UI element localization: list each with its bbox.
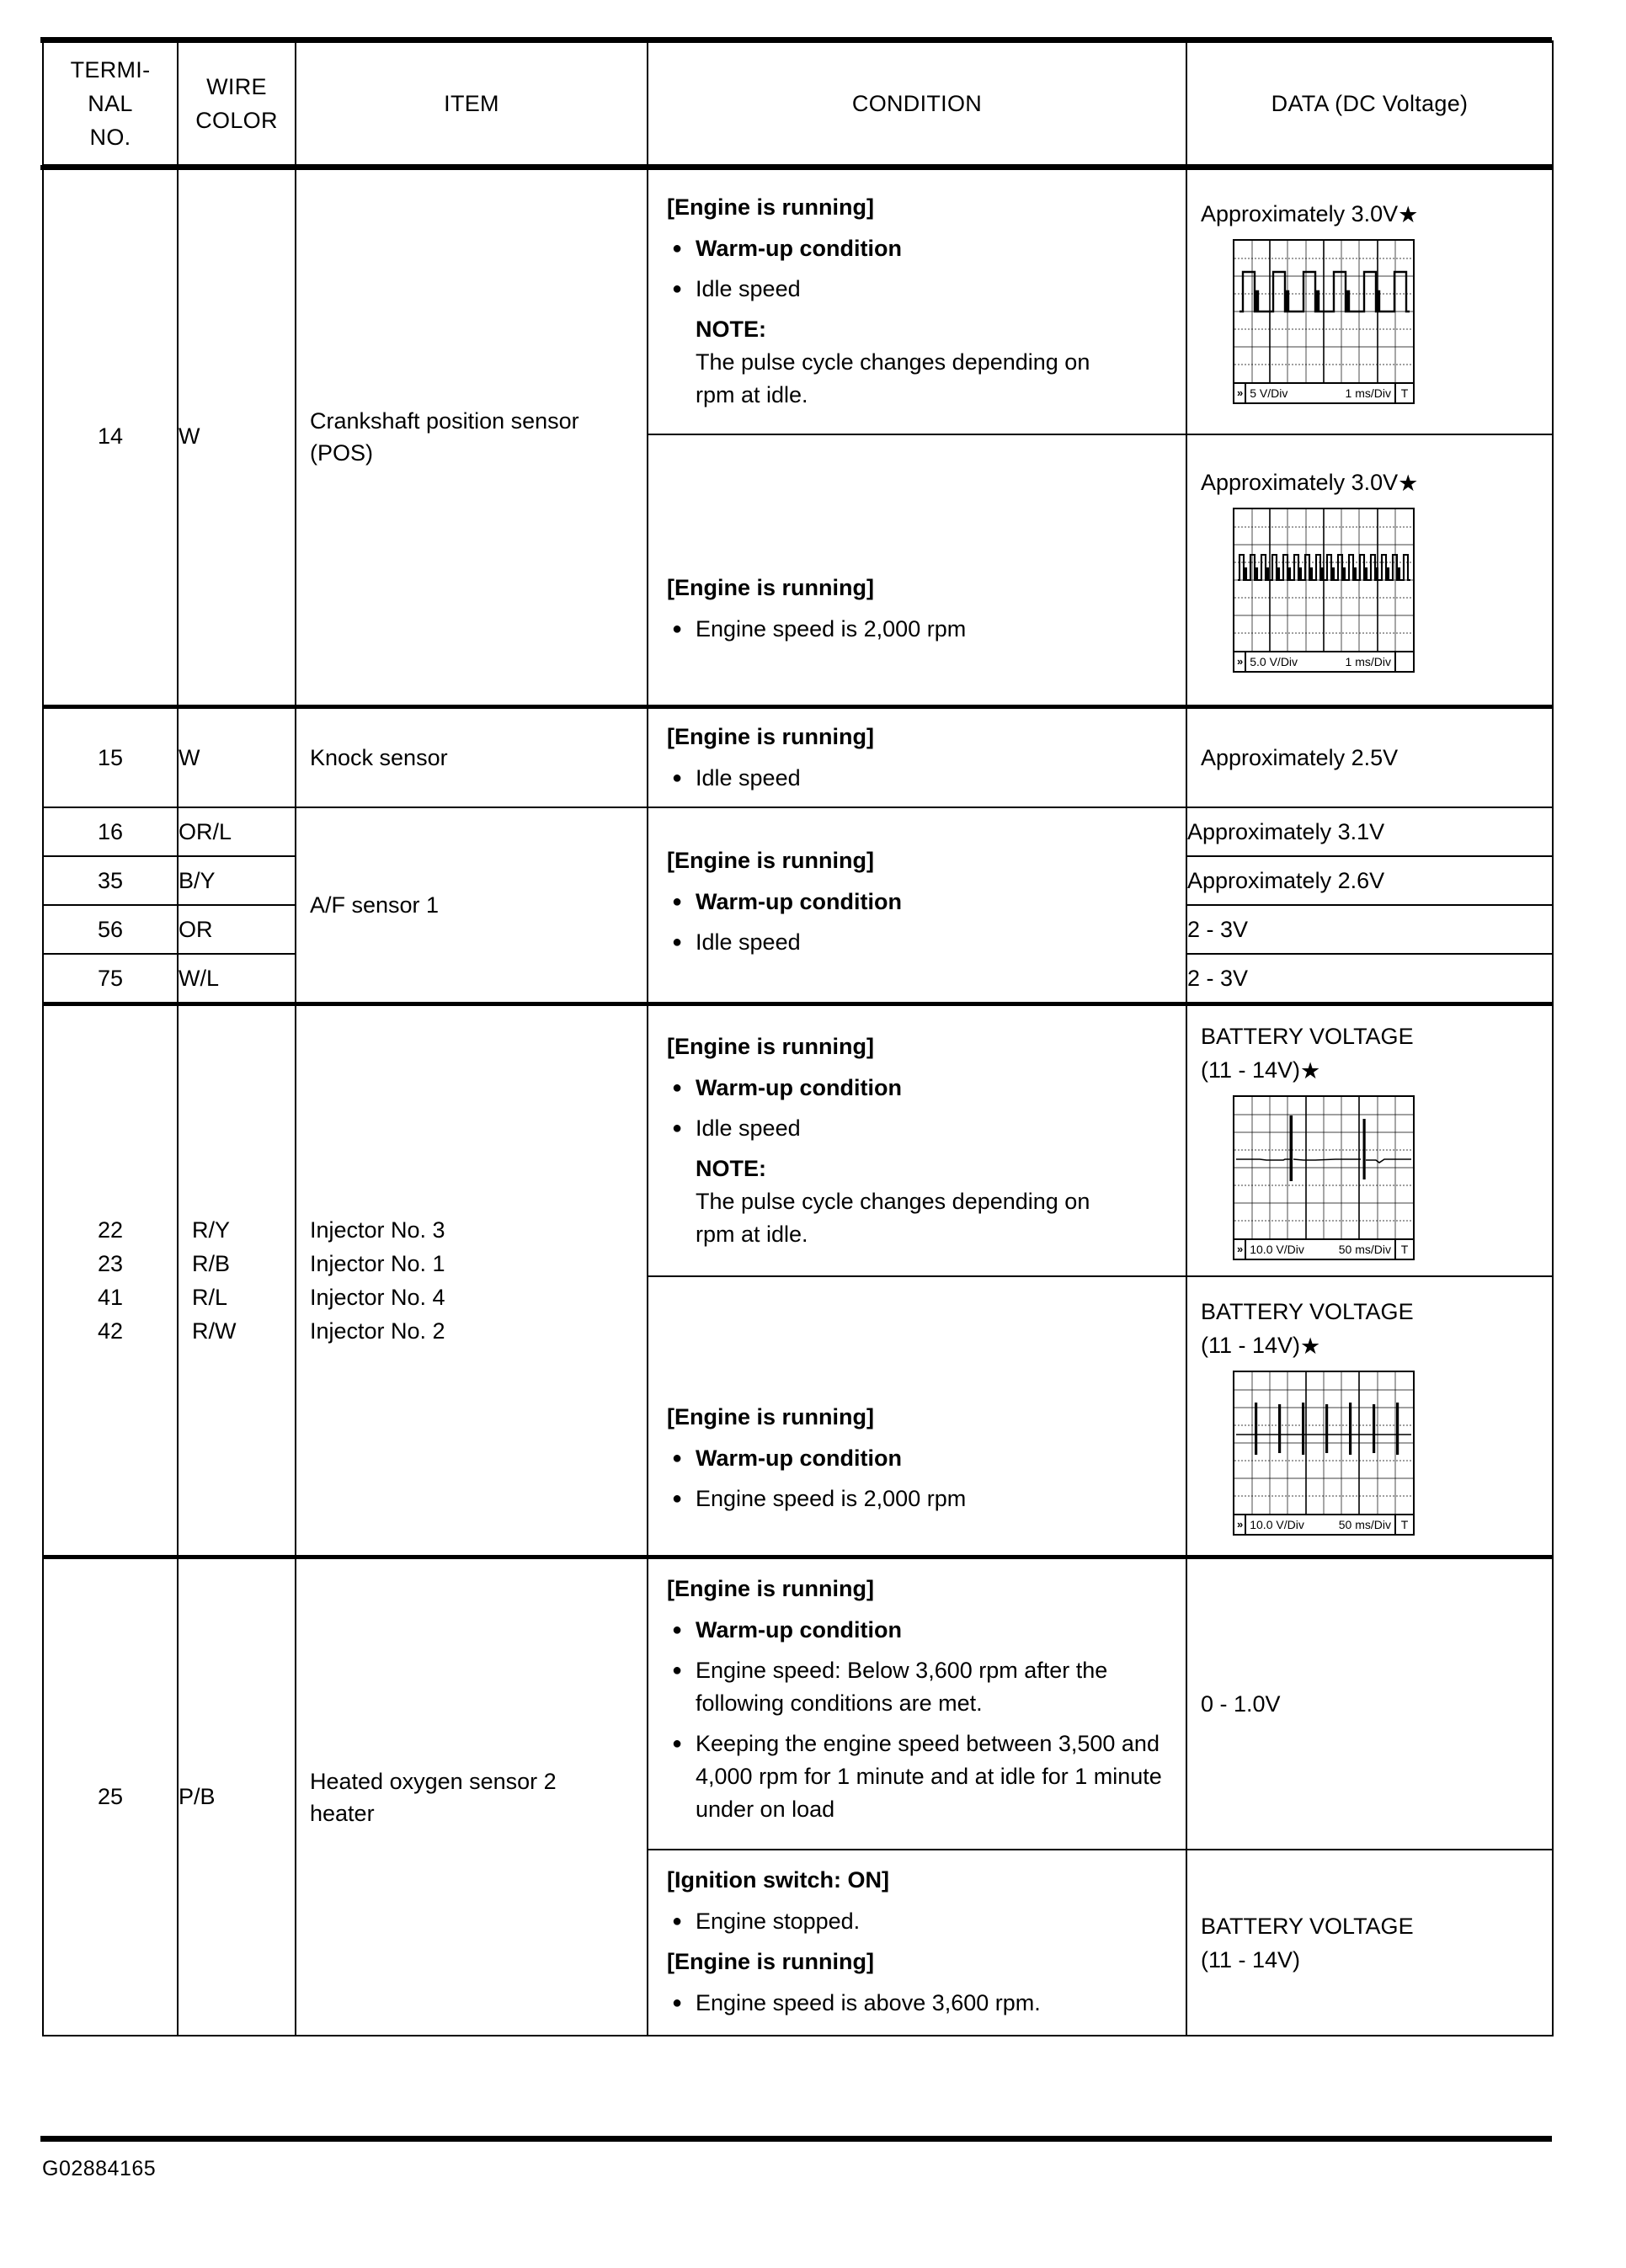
oscilloscope-trace: [1233, 1095, 1415, 1260]
cell-item: [296, 1557, 648, 2036]
wire-color-line: R/L: [192, 1285, 228, 1310]
data-value: 0 - 1.0V: [1201, 1691, 1281, 1717]
bullet-icon: ●: [672, 238, 683, 258]
cell-terminal-no: 16: [43, 807, 178, 856]
cell-wire-color: B/Y: [178, 856, 296, 905]
star-icon: ★: [1300, 1058, 1321, 1083]
scope-scale: [1246, 1515, 1396, 1534]
scope-screen: [1234, 1372, 1413, 1514]
condition-header: [Engine is running]: [667, 574, 874, 600]
condition-bullet-text: Idle speed: [696, 765, 801, 791]
condition-bullet-text: Idle speed: [696, 1115, 801, 1141]
condition-bullet-text: Engine speed is 2,000 rpm: [696, 615, 967, 642]
bullet-icon: ●: [672, 1078, 683, 1097]
scope-scale: [1246, 652, 1396, 671]
cell-wire-color: [178, 1004, 296, 1557]
data-value: Approximately 2.5V: [1201, 745, 1399, 770]
scope-screen: [1234, 1097, 1413, 1238]
terminal-spec-table: [42, 40, 1554, 2036]
data-value: BATTERY VOLTAGE: [1201, 1913, 1414, 1939]
condition-bullet-list: [667, 232, 1169, 306]
scope-volts-per-div: 10.0 V/Div: [1250, 1243, 1304, 1256]
data-value-row: [1201, 1328, 1538, 1362]
condition-bullet: [667, 232, 1169, 265]
condition-bullet: [667, 1614, 1169, 1647]
table-row: [43, 167, 1553, 435]
cell-condition: [648, 1557, 1186, 1850]
bullet-icon: ●: [672, 769, 683, 787]
table-row: [43, 1557, 1553, 1850]
cell-item: [296, 1004, 648, 1557]
scope-settings-bar: [1234, 651, 1413, 671]
condition-bullet-list: [667, 886, 1169, 959]
note-line: The pulse cycle changes depending on: [696, 349, 1090, 375]
condition-bullet-list: [667, 1442, 1169, 1515]
condition-bullet-text: Engine stopped.: [696, 1909, 861, 1934]
cell-condition: [648, 1004, 1186, 1277]
condition-bullet-text: Warm-up condition: [696, 888, 902, 914]
item-line: Injector No. 1: [310, 1251, 445, 1276]
fast-forward-icon: »: [1234, 1240, 1246, 1259]
item-line: Heated oxygen sensor 2: [310, 1768, 557, 1794]
condition-header-secondary: [Engine is running]: [667, 1949, 874, 1974]
oscilloscope-trace: [1233, 508, 1415, 673]
cell-terminal-no: 15: [43, 707, 178, 808]
scope-scale: [1246, 1240, 1396, 1259]
header-item: ITEM: [296, 41, 648, 167]
bullet-icon: ●: [672, 1994, 683, 2012]
scope-time-per-div: 1 ms/Div: [1345, 386, 1391, 400]
terminal-no-line: 42: [97, 1318, 124, 1344]
cell-item: [296, 167, 648, 707]
bullet-icon: ●: [672, 1621, 683, 1639]
scope-trigger-mark: [1396, 652, 1413, 671]
scope-time-per-div: 50 ms/Div: [1338, 1243, 1391, 1256]
cell-terminal-no: 25: [43, 1557, 178, 2036]
cell-condition: [648, 807, 1186, 1004]
scope-waveform-injector-slow: [1234, 1097, 1413, 1238]
bullet-icon: ●: [672, 1448, 683, 1467]
cell-condition: [648, 707, 1186, 808]
item-line: heater: [310, 1800, 375, 1826]
scope-settings-bar: [1234, 382, 1413, 402]
table-row: [43, 807, 1553, 856]
cell-wire-color: W/L: [178, 954, 296, 1004]
condition-bullet: [667, 1483, 1169, 1515]
header-terminal-no-line-1: TERMI-: [70, 56, 151, 83]
cell-item: [296, 807, 648, 1004]
wire-color-line: R/W: [192, 1318, 237, 1344]
cell-wire-color: W: [178, 707, 296, 808]
table-header-rule: [40, 165, 1552, 170]
item-line: Knock sensor: [310, 745, 448, 770]
condition-bullet-text: Warm-up condition: [696, 1445, 902, 1471]
bullet-icon: ●: [672, 1488, 683, 1508]
cell-data: [1186, 1850, 1553, 2036]
condition-header: [Engine is running]: [667, 847, 874, 873]
table-top-border: [40, 37, 1552, 43]
condition-bullet: [667, 273, 1169, 306]
condition-bullet: [667, 886, 1169, 918]
item-line: Crankshaft position sensor: [310, 407, 579, 434]
condition-bullet-list: [667, 1905, 1169, 1938]
bullet-icon: ●: [672, 892, 683, 911]
condition-header: [Engine is running]: [667, 724, 874, 749]
scope-trigger-mark: T: [1400, 1243, 1409, 1256]
condition-header: [Engine is running]: [667, 194, 874, 220]
scope-screen: [1234, 509, 1413, 651]
data-value: BATTERY VOLTAGE: [1201, 1299, 1414, 1324]
fast-forward-icon: »: [1234, 384, 1246, 402]
cell-data: 2 - 3V: [1186, 954, 1553, 1004]
scope-waveform-injector-fast: [1234, 1372, 1413, 1514]
bullet-icon: ●: [672, 932, 683, 951]
cell-terminal-no: 35: [43, 856, 178, 905]
scope-volts-per-div: 5 V/Div: [1250, 386, 1288, 400]
condition-bullet: [667, 613, 1169, 646]
note-label: NOTE:: [696, 316, 766, 342]
header-terminal-no-line-3: NO.: [89, 124, 131, 150]
condition-bullet-list: [667, 613, 1169, 646]
condition-header: [Ignition switch: ON]: [667, 1867, 889, 1893]
wire-color-line: R/Y: [192, 1217, 231, 1243]
item-line: A/F sensor 1: [310, 892, 440, 918]
header-data: DATA (DC Voltage): [1186, 41, 1553, 167]
wire-color-line: R/B: [192, 1251, 231, 1276]
cell-condition: [648, 167, 1186, 435]
scope-trigger-mark: T: [1400, 1518, 1409, 1531]
star-icon: ★: [1398, 201, 1419, 227]
data-value: BATTERY VOLTAGE: [1201, 1024, 1414, 1049]
condition-bullet: [667, 1987, 1169, 2020]
cell-terminal-no: 56: [43, 905, 178, 954]
header-wire-color-line-2: COLOR: [195, 107, 278, 133]
item-line: Injector No. 2: [310, 1318, 445, 1344]
header-wire-color-line-1: WIRE: [206, 73, 267, 99]
data-value: Approximately 3.0V: [1201, 470, 1399, 495]
cell-item: [296, 707, 648, 808]
header-condition: CONDITION: [648, 41, 1186, 167]
note-line: rpm at idle.: [696, 381, 808, 407]
cell-data: 2 - 3V: [1186, 905, 1553, 954]
scope-time-per-div: 50 ms/Div: [1338, 1518, 1391, 1531]
scope-scale: [1246, 384, 1396, 402]
condition-bullet-text: Keeping the engine speed between 3,500 and 4,000 rpm for 1 minute and at idle for 1 minute under on load: [696, 1731, 1162, 1822]
scope-settings-bar: [1234, 1514, 1413, 1534]
bullet-icon: ●: [672, 1119, 683, 1137]
scope-volts-per-div: 10.0 V/Div: [1250, 1518, 1304, 1531]
condition-bullet: [667, 1072, 1169, 1105]
table-row: [43, 707, 1553, 808]
item-line: Injector No. 4: [310, 1285, 445, 1310]
data-value-row: [1201, 1053, 1538, 1087]
condition-bullet: [667, 762, 1169, 795]
fast-forward-icon: »: [1234, 652, 1246, 671]
oscilloscope-trace: [1233, 1371, 1415, 1536]
header-terminal-no-line-2: NAL: [88, 90, 133, 116]
table-header-row: [43, 41, 1553, 167]
condition-header: [Engine is running]: [667, 1576, 874, 1601]
condition-bullet-list: [667, 1614, 1169, 1826]
condition-bullet-text: Warm-up condition: [696, 235, 902, 261]
table-row: [43, 1004, 1553, 1277]
cell-data: Approximately 3.1V: [1186, 807, 1553, 856]
condition-bullet-list-secondary: [667, 1987, 1169, 2020]
data-value: Approximately 3.0V: [1201, 200, 1399, 226]
condition-bullet-text: Engine speed is above 3,600 rpm.: [696, 1990, 1041, 2015]
data-value-secondary: (11 - 14V): [1201, 1057, 1301, 1083]
cell-data: [1186, 1557, 1553, 1850]
scope-waveform-fast: [1234, 509, 1413, 651]
condition-bullet: [667, 1654, 1169, 1720]
bullet-icon: ●: [672, 619, 683, 638]
condition-bullet: [667, 1905, 1169, 1938]
cell-data: [1186, 167, 1553, 435]
cell-condition: [648, 1850, 1186, 2036]
cell-terminal-no: [43, 1004, 178, 1557]
terminal-no-line: 23: [97, 1251, 124, 1276]
cell-data: [1186, 434, 1553, 707]
scope-waveform-slow: [1234, 241, 1413, 382]
bullet-icon: ●: [672, 1734, 683, 1753]
data-value-secondary: (11 - 14V): [1201, 1946, 1301, 1973]
header-wire-color: [178, 41, 296, 167]
scope-trigger-mark: T: [1400, 386, 1409, 400]
bullet-icon: ●: [672, 279, 683, 298]
note-line: rpm at idle.: [696, 1222, 808, 1247]
scope-settings-bar: [1234, 1238, 1413, 1259]
data-value-row: [1201, 466, 1538, 499]
condition-bullet-list: [667, 1072, 1169, 1145]
scope-volts-per-div: 5.0 V/Div: [1250, 655, 1298, 668]
scope-time-per-div: 1 ms/Div: [1345, 655, 1391, 668]
condition-bullet: [667, 1112, 1169, 1145]
condition-bullet: [667, 926, 1169, 959]
cell-wire-color: P/B: [178, 1557, 296, 2036]
document-footer-code: G02884165: [42, 2157, 157, 2180]
note-label: NOTE:: [696, 1156, 766, 1181]
cell-wire-color: OR: [178, 905, 296, 954]
note-line: The pulse cycle changes depending on: [696, 1189, 1090, 1214]
header-terminal-no: [43, 41, 178, 167]
terminal-no-line: 41: [97, 1285, 124, 1310]
oscilloscope-trace: [1233, 239, 1415, 404]
data-value-secondary: (11 - 14V): [1201, 1333, 1301, 1358]
item-line: Injector No. 3: [310, 1217, 445, 1243]
condition-bullet: [667, 1442, 1169, 1475]
condition-bullet: [667, 1728, 1169, 1826]
cell-data: [1186, 707, 1553, 808]
bullet-icon: ●: [672, 1661, 683, 1680]
condition-bullet-text: Engine speed: Below 3,600 rpm after the following conditions are met.: [696, 1658, 1108, 1716]
cell-data: Approximately 2.6V: [1186, 856, 1553, 905]
condition-header: [Engine is running]: [667, 1403, 874, 1429]
cell-data: [1186, 1004, 1553, 1277]
condition-bullet-list: [667, 762, 1169, 795]
condition-bullet-text: Idle speed: [696, 929, 801, 955]
cell-data: [1186, 1276, 1553, 1557]
cell-condition: [648, 1276, 1186, 1557]
terminal-no-line: 22: [97, 1217, 124, 1243]
cell-terminal-no: 75: [43, 954, 178, 1004]
condition-bullet-text: Engine speed is 2,000 rpm: [696, 1485, 967, 1511]
condition-bullet-text: Warm-up condition: [696, 1075, 902, 1100]
condition-header: [Engine is running]: [667, 1034, 874, 1059]
condition-bullet-text: Idle speed: [696, 275, 801, 301]
condition-bullet-text: Warm-up condition: [696, 1617, 902, 1642]
table-bottom-border: [40, 2136, 1552, 2142]
cell-terminal-no: 14: [43, 167, 178, 707]
cell-wire-color: W: [178, 167, 296, 707]
bullet-icon: ●: [672, 1912, 683, 1930]
cell-condition: [648, 434, 1186, 707]
data-value-row: [1201, 197, 1538, 231]
star-icon: ★: [1398, 471, 1419, 496]
scope-screen: [1234, 241, 1413, 382]
fast-forward-icon: »: [1234, 1515, 1246, 1534]
item-line: (POS): [310, 439, 374, 466]
cell-wire-color: OR/L: [178, 807, 296, 856]
star-icon: ★: [1300, 1334, 1321, 1359]
